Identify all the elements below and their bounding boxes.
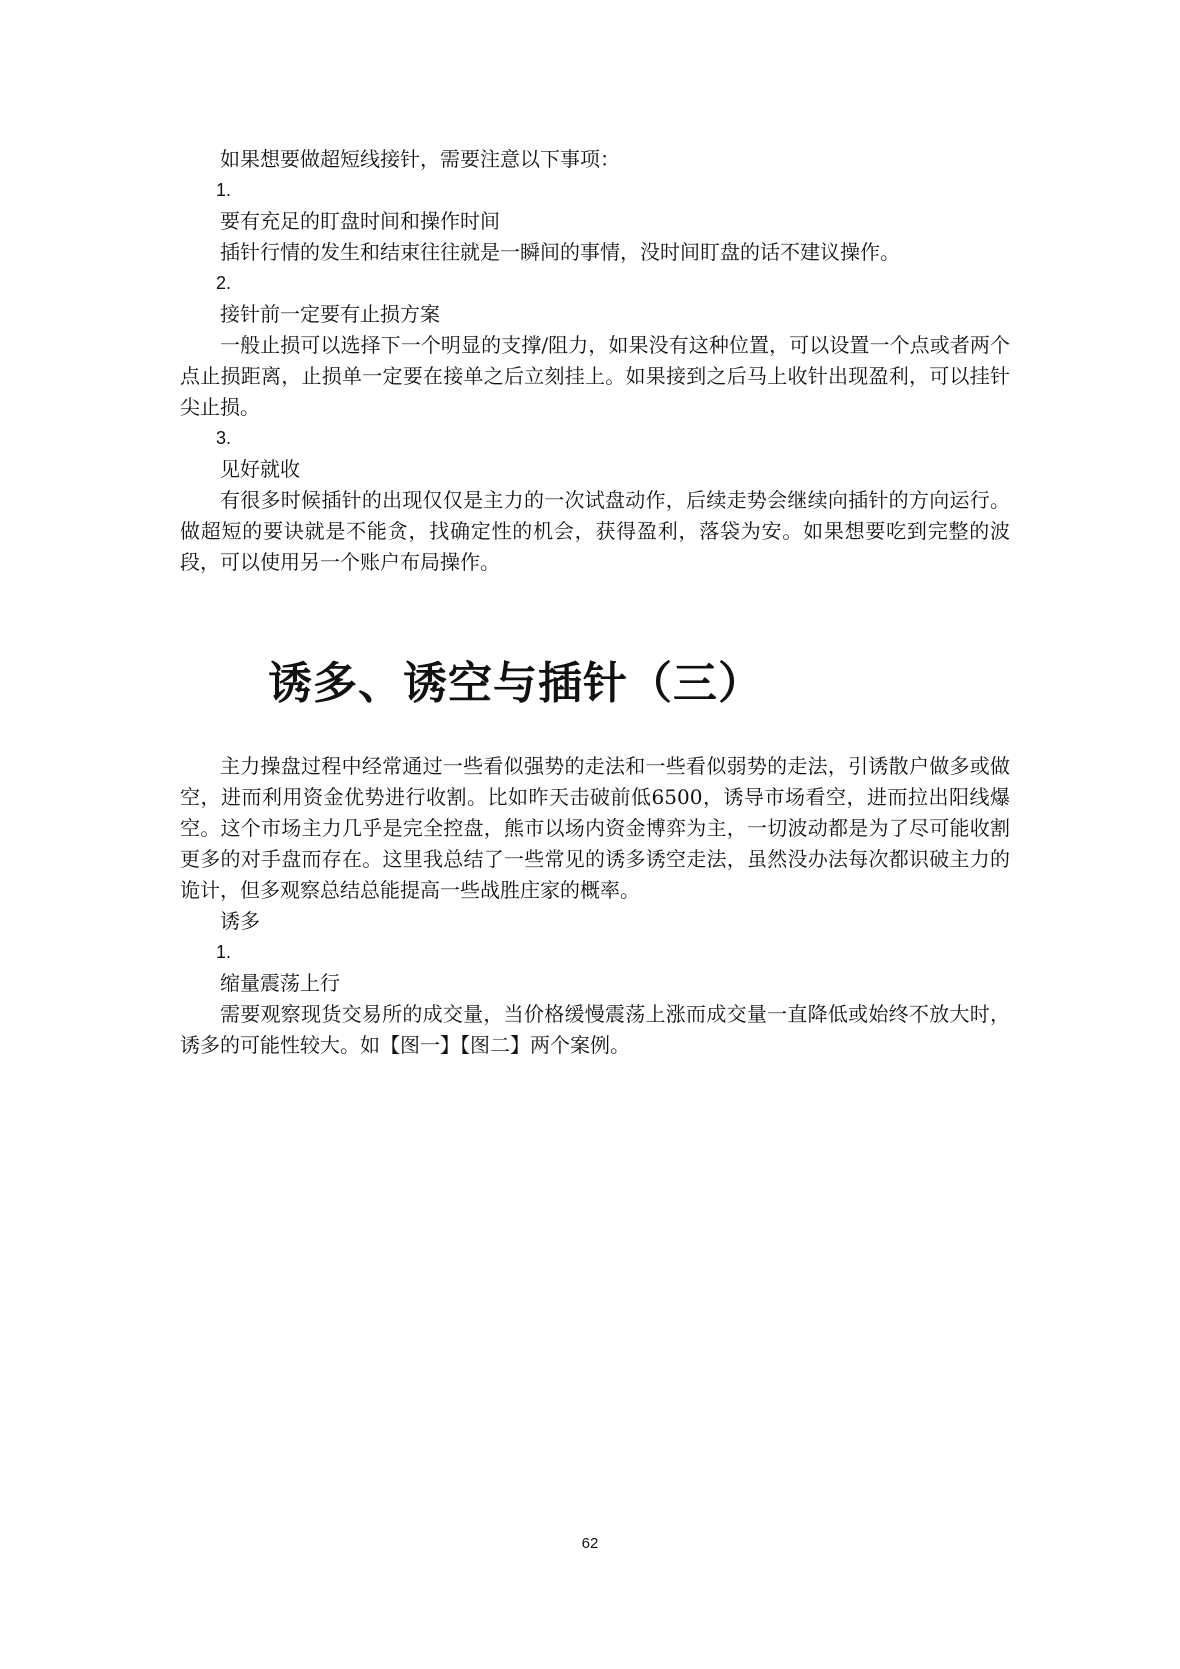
section2-intro: 主力操盘过程中经常通过一些看似强势的走法和一些看似弱势的走法，引诱散户做多或做空，进而利用资金优势进行收割。比如昨天击破前低6500，诱导市场看空，进而拉出阳线爆空。这个市场主力几乎是完全控盘，熊市以场内资金博弈为主，一切波动都是为了尽可能收割更多的对手盘而存在。这里我总结了一些常见的诱多诱空走法，虽然没办法每次都识破主力的诡计，但多观察总结总能提高一些战胜庄家的概率。 — [180, 754, 1010, 902]
section-lure — [180, 751, 1010, 1061]
item-text: 插针行情的发生和结束往往就是一瞬间的事情，没时间盯盘的话不建议操作。 — [220, 240, 900, 264]
section1-intro: 如果想要做超短线接针，需要注意以下事项： — [220, 147, 620, 171]
page-number: 62 — [581, 1535, 599, 1552]
item-heading: 缩量震荡上行 — [220, 971, 340, 995]
item-number: 2. — [216, 273, 232, 293]
item-text: 有很多时候插针的出现仅仅是主力的一次试盘动作，后续走势会继续向插针的方向运行。做超短的要诀就是不能贪，找确定性的机会，获得盈利，落袋为安。如果想要吃到完整的波段，可以使用另一个账户布局操作。 — [180, 488, 1010, 574]
item-heading: 接针前一定要有止损方案 — [220, 302, 440, 326]
item-number: 1. — [216, 942, 232, 962]
item-number: 1. — [216, 180, 232, 200]
item-number: 3. — [216, 428, 232, 448]
item-heading: 要有充足的盯盘时间和操作时间 — [220, 209, 500, 233]
section2-subheading: 诱多 — [220, 909, 260, 933]
item-text: 需要观察现货交易所的成交量，当价格缓慢震荡上涨而成交量一直降低或始终不放大时，诱多的可能性较大。如【图一】【图二】两个案例。 — [180, 1002, 1010, 1057]
item-heading: 见好就收 — [220, 457, 300, 481]
item-text: 一般止损可以选择下一个明显的支撑/阻力，如果没有这种位置，可以设置一个点或者两个点止损距离，止损单一定要在接单之后立刻挂上。如果接到之后马上收针出现盈利，可以挂针尖止损。 — [180, 333, 1010, 419]
chapter-title: 诱多、诱空与插针（三） — [268, 658, 763, 709]
section-needle-tips — [180, 144, 1010, 578]
